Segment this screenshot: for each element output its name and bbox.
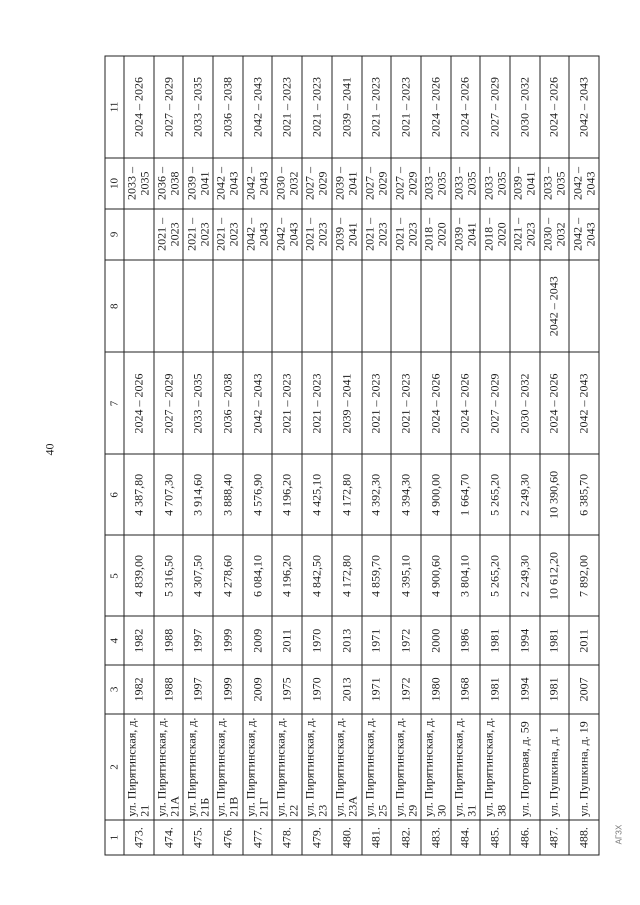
total-area-cell: 4 172,80 (332, 535, 362, 616)
period-col-10-cell: 2042 – 2043 (569, 158, 599, 209)
repair-period-cell: 2033 – 2035 (183, 352, 213, 454)
period-col-8-cell (302, 259, 332, 352)
year-built-cell: 1971 (362, 665, 392, 714)
period-col-10-cell: 2033 – 2035 (540, 158, 570, 209)
year-built-cell: 2007 (569, 665, 599, 714)
period-col-11-cell: 2042 – 2043 (243, 56, 273, 158)
address-cell: ул. Пирятинская, д. 30 (421, 713, 451, 820)
header-cell: 8 (105, 259, 124, 352)
residential-area-cell: 4 172,80 (332, 454, 362, 535)
period-col-9-cell: 2021 – 2023 (302, 208, 332, 259)
period-col-11-cell: 2036 – 2038 (213, 56, 243, 158)
residential-area-cell: 10 390,60 (540, 454, 570, 535)
period-col-8-cell (183, 259, 213, 352)
row-number-cell: 484. (451, 820, 481, 855)
table-row (451, 56, 481, 855)
residential-area-cell: 4 387,80 (124, 454, 154, 535)
period-col-11-cell: 2021 – 2023 (272, 56, 302, 158)
year-built-cell: 1982 (124, 665, 154, 714)
table-row (183, 56, 213, 855)
repair-period-cell: 2042 – 2043 (243, 352, 273, 454)
year-built-cell: 1988 (154, 665, 184, 714)
row-number-cell: 477. (243, 820, 273, 855)
row-number-cell: 488. (569, 820, 599, 855)
period-col-11-cell: 2024 – 2026 (540, 56, 570, 158)
year-commissioned-cell: 1982 (124, 616, 154, 665)
total-area-cell: 3 804,10 (451, 535, 481, 616)
period-col-10-cell: 2033 – 2035 (421, 158, 451, 209)
row-number-cell: 474. (154, 820, 184, 855)
year-commissioned-cell: 1971 (362, 616, 392, 665)
period-col-8-cell (332, 259, 362, 352)
period-col-9-cell: 2021 – 2023 (183, 208, 213, 259)
row-number-cell: 483. (421, 820, 451, 855)
period-col-10-cell: 2039 – 2041 (332, 158, 362, 209)
repair-period-cell: 2039 – 2041 (332, 352, 362, 454)
address-cell: ул. Пирятинская, д. 21Г (243, 713, 273, 820)
residential-area-cell: 4 394,30 (391, 454, 421, 535)
table-row (213, 56, 243, 855)
repair-period-cell: 2027 – 2029 (154, 352, 184, 454)
period-col-8-cell (213, 259, 243, 352)
row-number-cell: 476. (213, 820, 243, 855)
period-col-8-cell (272, 259, 302, 352)
period-col-10-cell: 2039 – 2041 (510, 158, 540, 209)
repair-period-cell: 2036 – 2038 (213, 352, 243, 454)
total-area-cell: 2 249,30 (510, 535, 540, 616)
year-commissioned-cell: 1999 (213, 616, 243, 665)
residential-area-cell: 6 385,70 (569, 454, 599, 535)
row-number-cell: 473. (124, 820, 154, 855)
year-built-cell: 1999 (213, 665, 243, 714)
period-col-10-cell: 2027 – 2029 (391, 158, 421, 209)
header-cell: 3 (105, 665, 124, 714)
period-col-8-cell (362, 259, 392, 352)
repair-period-cell: 2027 – 2029 (480, 352, 510, 454)
total-area-cell: 5 316,50 (154, 535, 184, 616)
repair-period-cell: 2021 – 2023 (362, 352, 392, 454)
period-col-9-cell: 2018 – 2020 (421, 208, 451, 259)
repair-period-cell: 2024 – 2026 (421, 352, 451, 454)
table-row (154, 56, 184, 855)
residential-area-cell: 4 196,20 (272, 454, 302, 535)
period-col-11-cell: 2021 – 2023 (362, 56, 392, 158)
period-col-8-cell (124, 259, 154, 352)
repair-period-cell: 2024 – 2026 (540, 352, 570, 454)
period-col-11-cell: 2042 – 2043 (569, 56, 599, 158)
address-cell: ул. Пушкина, д. 1 (540, 713, 570, 820)
page-number: 40 (42, 443, 57, 456)
year-built-cell: 1981 (540, 665, 570, 714)
table-row (391, 56, 421, 855)
year-commissioned-cell: 1994 (510, 616, 540, 665)
header-cell: 4 (105, 616, 124, 665)
period-col-10-cell: 2036 – 2038 (154, 158, 184, 209)
total-area-cell: 4 196,20 (272, 535, 302, 616)
row-number-cell: 482. (391, 820, 421, 855)
year-commissioned-cell: 2000 (421, 616, 451, 665)
residential-area-cell: 3 888,40 (213, 454, 243, 535)
year-commissioned-cell: 2011 (569, 616, 599, 665)
table-row (540, 56, 570, 855)
period-col-8-cell (391, 259, 421, 352)
period-col-11-cell: 2021 – 2023 (391, 56, 421, 158)
period-col-8-cell (451, 259, 481, 352)
year-built-cell: 1970 (302, 665, 332, 714)
table-row (569, 56, 599, 855)
period-col-9-cell: 2021 – 2023 (510, 208, 540, 259)
period-col-8-cell (510, 259, 540, 352)
row-number-cell: 481. (362, 820, 392, 855)
repair-period-cell: 2021 – 2023 (391, 352, 421, 454)
address-cell: ул. Пирятинская, д. 21В (213, 713, 243, 820)
period-col-9-cell (124, 208, 154, 259)
year-commissioned-cell: 1988 (154, 616, 184, 665)
year-commissioned-cell: 1970 (302, 616, 332, 665)
residential-area-cell: 4 425,10 (302, 454, 332, 535)
period-col-10-cell: 2042 – 2043 (243, 158, 273, 209)
row-number-cell: 479. (302, 820, 332, 855)
period-col-10-cell: 2027 – 2029 (362, 158, 392, 209)
year-built-cell: 1968 (451, 665, 481, 714)
total-area-cell: 4 307,50 (183, 535, 213, 616)
period-col-11-cell: 2027 – 2029 (480, 56, 510, 158)
period-col-8-cell (421, 259, 451, 352)
address-cell: ул. Пушкина, д. 19 (569, 713, 599, 820)
row-number-cell: 480. (332, 820, 362, 855)
address-cell: ул. Пирятинская, д. 21 (124, 713, 154, 820)
total-area-cell: 4 839,00 (124, 535, 154, 616)
period-col-10-cell: 2027 – 2029 (302, 158, 332, 209)
rotated-table-container (105, 55, 600, 855)
row-number-cell: 486. (510, 820, 540, 855)
year-commissioned-cell: 1981 (480, 616, 510, 665)
period-col-8-cell (480, 259, 510, 352)
header-cell: 10 (105, 158, 124, 209)
residential-area-cell: 4 392,30 (362, 454, 392, 535)
header-cell: 11 (105, 56, 124, 158)
table-row (510, 56, 540, 855)
address-cell: ул. Пирятинская, д. 25 (362, 713, 392, 820)
table-header-row (105, 56, 124, 855)
header-cell: 1 (105, 820, 124, 855)
address-cell: ул. Пирятинская, д. 21А (154, 713, 184, 820)
period-col-11-cell: 2024 – 2026 (124, 56, 154, 158)
year-built-cell: 1981 (480, 665, 510, 714)
period-col-9-cell: 2042 – 2043 (243, 208, 273, 259)
year-built-cell: 1980 (421, 665, 451, 714)
table-row (124, 56, 154, 855)
period-col-9-cell: 2030 – 2032 (540, 208, 570, 259)
total-area-cell: 4 278,60 (213, 535, 243, 616)
period-col-11-cell: 2039 – 2041 (332, 56, 362, 158)
header-cell: 9 (105, 208, 124, 259)
total-area-cell: 4 900,60 (421, 535, 451, 616)
period-col-9-cell: 2039 – 2041 (332, 208, 362, 259)
year-commissioned-cell: 1981 (540, 616, 570, 665)
period-col-11-cell: 2030 – 2032 (510, 56, 540, 158)
address-cell: ул. Пирятинская, д. 23А (332, 713, 362, 820)
period-col-8-cell: 2042 – 2043 (540, 259, 570, 352)
period-col-8-cell (243, 259, 273, 352)
total-area-cell: 7 892,00 (569, 535, 599, 616)
housing-repair-schedule-table (105, 55, 600, 855)
period-col-11-cell: 2024 – 2026 (421, 56, 451, 158)
year-built-cell: 2013 (332, 665, 362, 714)
header-cell: 2 (105, 713, 124, 820)
table-row (332, 56, 362, 855)
residential-area-cell: 4 576,90 (243, 454, 273, 535)
residential-area-cell: 2 249,30 (510, 454, 540, 535)
residential-area-cell: 4 900,00 (421, 454, 451, 535)
total-area-cell: 10 612,20 (540, 535, 570, 616)
period-col-9-cell: 2021 – 2023 (391, 208, 421, 259)
year-commissioned-cell: 1997 (183, 616, 213, 665)
table-row (302, 56, 332, 855)
period-col-9-cell: 2021 – 2023 (213, 208, 243, 259)
period-col-11-cell: 2024 – 2026 (451, 56, 481, 158)
period-col-10-cell: 2033 – 2035 (451, 158, 481, 209)
year-built-cell: 1975 (272, 665, 302, 714)
row-number-cell: 485. (480, 820, 510, 855)
year-commissioned-cell: 2013 (332, 616, 362, 665)
year-built-cell: 1997 (183, 665, 213, 714)
period-col-9-cell: 2021 – 2023 (362, 208, 392, 259)
year-built-cell: 1994 (510, 665, 540, 714)
repair-period-cell: 2021 – 2023 (302, 352, 332, 454)
address-cell: ул. Пирятинская, д. 23 (302, 713, 332, 820)
residential-area-cell: 3 914,60 (183, 454, 213, 535)
year-commissioned-cell: 1972 (391, 616, 421, 665)
year-built-cell: 1972 (391, 665, 421, 714)
total-area-cell: 6 084,10 (243, 535, 273, 616)
table-row (243, 56, 273, 855)
address-cell: ул. Пирятинская, д. 38 (480, 713, 510, 820)
period-col-10-cell: 2042 – 2043 (213, 158, 243, 209)
period-col-11-cell: 2021 – 2023 (302, 56, 332, 158)
repair-period-cell: 2030 – 2032 (510, 352, 540, 454)
row-number-cell: 478. (272, 820, 302, 855)
header-cell: 5 (105, 535, 124, 616)
period-col-10-cell: 2033 – 2035 (124, 158, 154, 209)
address-cell: ул. Пирятинская, д. 22 (272, 713, 302, 820)
table-row (272, 56, 302, 855)
total-area-cell: 4 842,50 (302, 535, 332, 616)
address-cell: ул. Портовая, д. 59 (510, 713, 540, 820)
period-col-10-cell: 2033 – 2035 (480, 158, 510, 209)
row-number-cell: 487. (540, 820, 570, 855)
table-row (480, 56, 510, 855)
period-col-11-cell: 2033 – 2035 (183, 56, 213, 158)
total-area-cell: 5 265,20 (480, 535, 510, 616)
repair-period-cell: 2024 – 2026 (451, 352, 481, 454)
period-col-9-cell: 2042 – 2043 (569, 208, 599, 259)
period-col-10-cell: 2039 – 2041 (183, 158, 213, 209)
period-col-8-cell (154, 259, 184, 352)
table-row (362, 56, 392, 855)
period-col-9-cell: 2018 – 2020 (480, 208, 510, 259)
repair-period-cell: 2021 – 2023 (272, 352, 302, 454)
header-cell: 7 (105, 352, 124, 454)
address-cell: ул. Пирятинская, д. 29 (391, 713, 421, 820)
corner-mark: АГЗX (614, 824, 624, 845)
residential-area-cell: 4 707,30 (154, 454, 184, 535)
repair-period-cell: 2024 – 2026 (124, 352, 154, 454)
period-col-10-cell: 2030 – 2032 (272, 158, 302, 209)
residential-area-cell: 5 265,20 (480, 454, 510, 535)
year-built-cell: 2009 (243, 665, 273, 714)
repair-period-cell: 2042 – 2043 (569, 352, 599, 454)
period-col-11-cell: 2027 – 2029 (154, 56, 184, 158)
period-col-9-cell: 2042 – 2043 (272, 208, 302, 259)
total-area-cell: 4 395,10 (391, 535, 421, 616)
period-col-9-cell: 2021 – 2023 (154, 208, 184, 259)
address-cell: ул. Пирятинская, д. 31 (451, 713, 481, 820)
period-col-8-cell (569, 259, 599, 352)
year-commissioned-cell: 2009 (243, 616, 273, 665)
header-cell: 6 (105, 454, 124, 535)
address-cell: ул. Пирятинская, д. 21Б (183, 713, 213, 820)
period-col-9-cell: 2039 – 2041 (451, 208, 481, 259)
residential-area-cell: 1 664,70 (451, 454, 481, 535)
year-commissioned-cell: 2011 (272, 616, 302, 665)
table-row (421, 56, 451, 855)
year-commissioned-cell: 1986 (451, 616, 481, 665)
row-number-cell: 475. (183, 820, 213, 855)
total-area-cell: 4 859,70 (362, 535, 392, 616)
